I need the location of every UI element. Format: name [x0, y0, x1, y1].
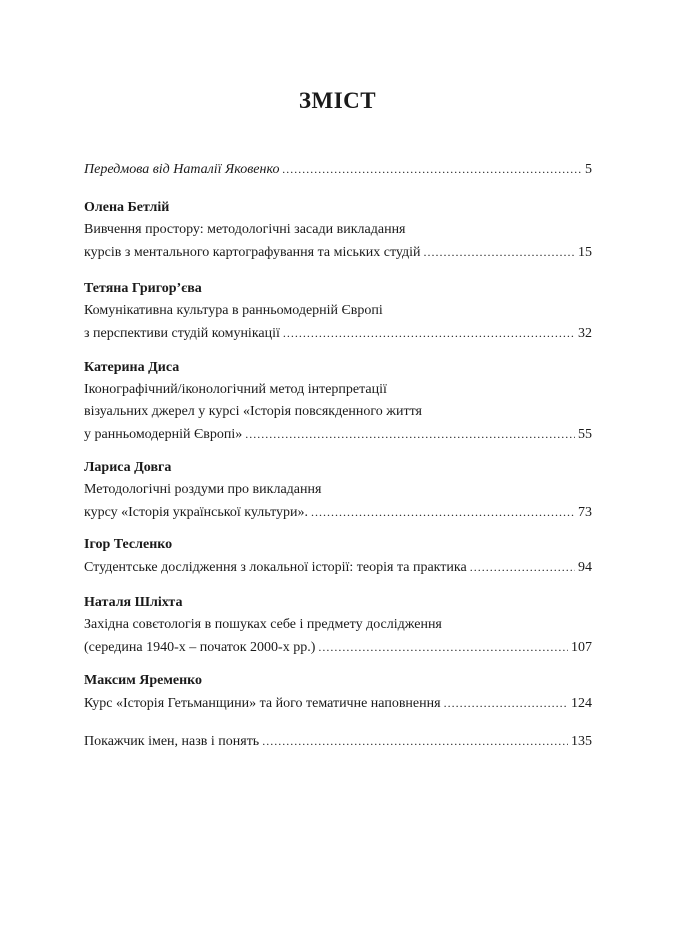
entry-title-line: візуальних джерел у курсі «Історія повсякденного життя [84, 404, 422, 419]
dot-leader [245, 423, 575, 445]
page-number: 32 [578, 326, 592, 341]
toc-section [84, 534, 592, 578]
entry-title: Студентське дослідження з локальної історії: теорія та практика [84, 560, 467, 575]
toc-section [84, 278, 592, 344]
dot-leader [282, 158, 582, 180]
dot-leader [470, 556, 575, 578]
dot-leader [444, 692, 568, 714]
toc-entry[interactable] [84, 636, 592, 658]
toc-section [84, 197, 592, 263]
page-title: ЗМІСТ [298, 88, 377, 113]
author-name: Катерина Диса [84, 360, 180, 375]
page-number: 124 [571, 696, 592, 711]
entry-title: з перспективи студій комунікації [84, 326, 280, 341]
entry-title: у ранньомодерній Європі» [84, 427, 243, 442]
entry-title: Передмова від Наталії Яковенко [84, 162, 280, 177]
page-number: 73 [578, 505, 592, 520]
entry-title: Покажчик імен, назв і понять [84, 734, 260, 749]
entry-title-line: Західна совєтологія в пошуках себе і предмету дослідження [84, 617, 442, 632]
entry-title-line: Методологічні роздуми про викладання [84, 482, 322, 497]
author-name: Олена Бетлій [84, 200, 170, 215]
author-name: Лариса Довга [84, 460, 172, 475]
toc-section [84, 670, 592, 714]
toc-entry[interactable] [84, 423, 592, 445]
toc-entry[interactable] [84, 501, 592, 523]
author-name: Ігор Тесленко [84, 537, 173, 552]
toc-entry[interactable] [84, 556, 592, 578]
dot-leader [283, 322, 575, 344]
dot-leader [318, 636, 568, 658]
dot-leader [311, 501, 575, 523]
toc-section [84, 357, 592, 445]
toc-entry[interactable] [84, 322, 592, 344]
page-number: 94 [578, 560, 592, 575]
entry-title: курсів з ментального картографування та міських студій [84, 245, 421, 260]
author-name: Тетяна Григор’єва [84, 281, 202, 296]
entry-title: курсу «Історія української культури». [84, 505, 308, 520]
toc-index [84, 730, 592, 752]
toc-entry[interactable] [84, 241, 592, 263]
dot-leader [262, 730, 568, 752]
toc-section [84, 592, 592, 658]
entry-title: Курс «Історія Гетьманщини» та його тематичне наповнення [84, 696, 441, 711]
toc-entry[interactable] [84, 730, 592, 752]
page-number: 55 [578, 427, 592, 442]
author-name: Наталя Шліхта [84, 595, 183, 610]
author-name: Максим Яременко [84, 673, 203, 688]
page-number: 5 [585, 162, 592, 177]
page-number: 107 [571, 640, 592, 655]
page-number: 135 [571, 734, 592, 749]
toc-entry[interactable] [84, 158, 592, 180]
toc-intro [84, 158, 592, 180]
dot-leader [424, 241, 575, 263]
toc-section [84, 457, 592, 523]
entry-title-line: Комунікативна культура в ранньомодерній Європі [84, 303, 383, 318]
entry-title: (середина 1940-х – початок 2000-х рр.) [84, 640, 316, 655]
page-number: 15 [578, 245, 592, 260]
entry-title-line: Іконографічний/іконологічний метод інтерпретації [84, 382, 387, 397]
entry-title-line: Вивчення простору: методологічні засади викладання [84, 222, 406, 237]
toc-entry[interactable] [84, 692, 592, 714]
